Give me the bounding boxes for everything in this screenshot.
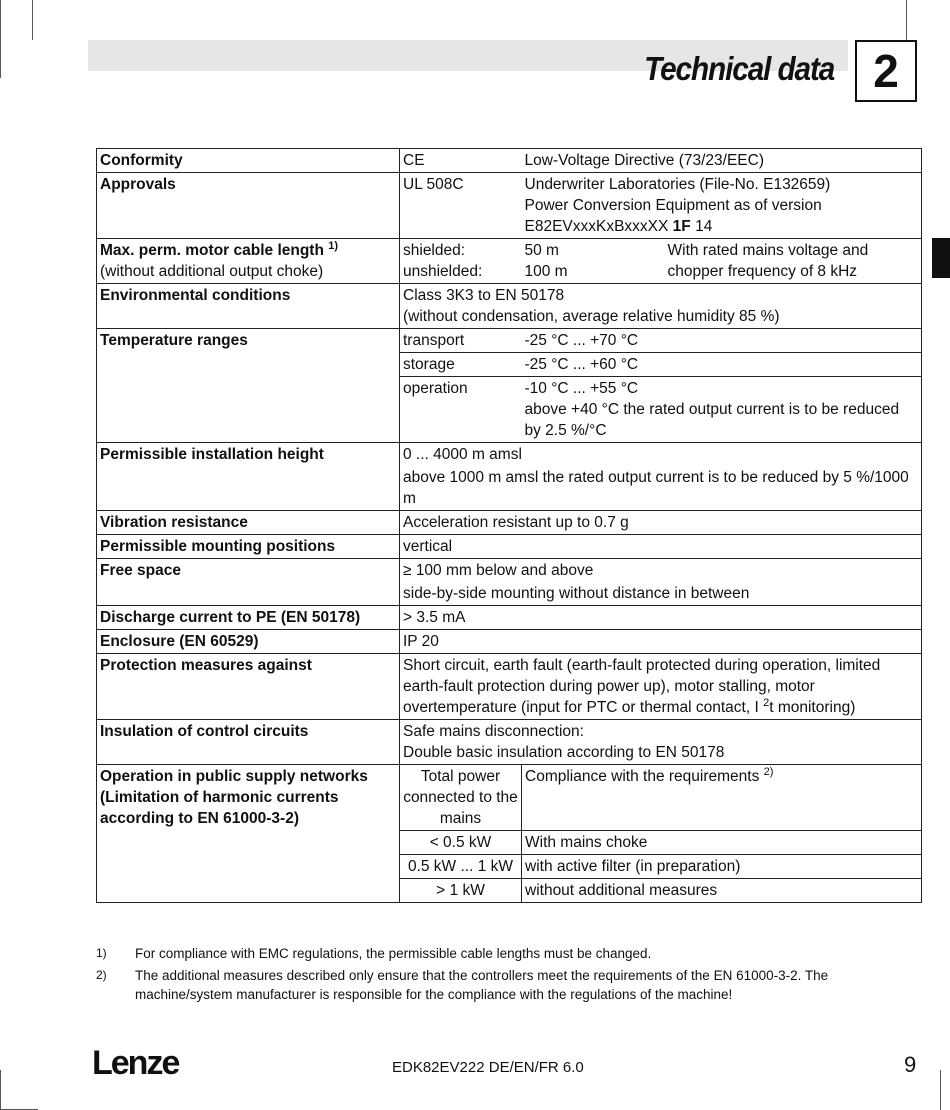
free-space-cell: [400, 559, 922, 606]
power-value: < 0.5 kW: [400, 831, 522, 855]
row-label-cell: [97, 239, 400, 284]
technical-data-table: [96, 148, 922, 903]
temp-value-cell: [522, 377, 922, 443]
environment-line: (without condensation, average relative humidity 85 %): [403, 308, 780, 325]
conformity-code: CE: [400, 149, 522, 173]
approval-line: Power Conversion Equipment as of version: [524, 197, 822, 214]
approval-version: [525, 216, 919, 237]
footnote: [96, 966, 896, 1004]
table-row-discharge: [97, 606, 922, 630]
insulation-line: Double basic insulation according to EN 50178: [403, 744, 725, 761]
row-sublabel: (without additional output choke): [100, 263, 324, 280]
temp-value: -25 °C ... +70 °C: [522, 329, 922, 353]
temp-label: storage: [400, 353, 522, 377]
version-prefix: E82EVxxxKxBxxxXX: [524, 218, 673, 235]
unshielded-value: 100 m: [524, 263, 568, 280]
temp-label: transport: [400, 329, 522, 353]
row-sublabel: (Limitation of harmonic currents according to EN 61000-3-2): [100, 789, 339, 827]
table-row-public-networks-header: [97, 765, 922, 831]
approval-code: UL 508C: [400, 173, 522, 239]
height-line: 0 ... 4000 m amsl: [403, 446, 522, 463]
power-value: 0.5 kW ... 1 kW: [400, 855, 522, 879]
protection-text: Short circuit, earth fault (earth-fault protected during operation, limited earth-fault protection during power up), motor stalling, motor overtemperature (input for PTC or thermal contact, I: [403, 657, 881, 716]
footnote-text: The additional measures described only ensure that the controllers meet the requirements of the EN 61000-3-2. The machine/system manufacturer is responsible for the compliance with the regulations of the machine!: [135, 968, 829, 1002]
approval-details: [522, 173, 922, 239]
temp-label: operation: [400, 377, 522, 443]
temp-value: -25 °C ... +60 °C: [522, 353, 922, 377]
superscript: 2: [763, 696, 770, 709]
row-label: Temperature ranges: [97, 329, 400, 443]
cable-label: Max. perm. motor cable length: [100, 242, 324, 259]
crop-mark: [940, 1070, 941, 1110]
row-label: Enclosure (EN 60529): [97, 630, 400, 654]
chapter-number: 2: [855, 40, 917, 102]
row-label: Free space: [97, 559, 400, 606]
temp-value: -10 °C ... +55 °C: [524, 380, 639, 397]
footnote-number: 2): [96, 968, 107, 982]
measure-value: With mains choke: [522, 831, 922, 855]
page-number: 9: [904, 1052, 917, 1077]
mounting-value: vertical: [400, 535, 922, 559]
compliance-header: [522, 765, 922, 831]
crop-mark: [906, 0, 907, 40]
table-row-environment: [97, 284, 922, 329]
free-space-line: ≥ 100 mm below and above: [403, 562, 594, 579]
power-header: Total power connected to the mains: [400, 765, 522, 831]
cable-value-cell: [522, 239, 665, 284]
temp-note: above +40 °C the rated output current is to be reduced by 2.5 %/°C: [524, 401, 900, 439]
footnote-text: For compliance with EMC regulations, the permissible cable lengths must be changed.: [135, 946, 652, 961]
row-label: Vibration resistance: [97, 511, 400, 535]
approval-line: Underwriter Laboratories (File-No. E132659): [524, 176, 831, 193]
unshielded-label: unshielded:: [403, 263, 483, 280]
conformity-directive: Low-Voltage Directive (73/23/EEC): [522, 149, 922, 173]
crop-mark: [0, 0, 1, 78]
row-label: Permissible installation height: [97, 443, 400, 511]
footnote-ref: 2): [763, 765, 774, 778]
row-label-cell: [97, 765, 400, 903]
shielded-value: 50 m: [524, 242, 559, 259]
row-label: Approvals: [97, 173, 400, 239]
environment-cell: [400, 284, 922, 329]
environment-line: Class 3K3 to EN 50178: [403, 287, 565, 304]
version-suffix: 14: [690, 218, 713, 235]
crop-mark: [0, 1070, 1, 1110]
row-label: [100, 240, 396, 261]
table-row-cable-length: [97, 239, 922, 284]
document-id: EDK82EV222 DE/EN/FR 6.0: [392, 1059, 584, 1076]
table-row-enclosure: [97, 630, 922, 654]
table-row-protection: [97, 654, 922, 720]
protection-value: [400, 654, 922, 720]
cable-type-cell: [400, 239, 522, 284]
table-row-conformity: [97, 149, 922, 173]
free-space-line: side-by-side mounting without distance in between: [403, 585, 750, 602]
height-line: above 1000 m amsl the rated output current is to be reduced by 5 %/1000 m: [403, 469, 909, 507]
table-row-insulation: [97, 720, 922, 765]
table-row-free-space: [97, 559, 922, 606]
lenze-logo: Lenze: [92, 1044, 179, 1082]
crop-mark: [32, 0, 33, 40]
enclosure-value: IP 20: [400, 630, 922, 654]
vibration-value: Acceleration resistant up to 0.7 g: [400, 511, 922, 535]
cable-note: With rated mains voltage and chopper frequency of 8 kHz: [665, 239, 922, 284]
table-row-vibration: [97, 511, 922, 535]
power-value: > 1 kW: [400, 879, 522, 903]
table-row-temperature-transport: [97, 329, 922, 353]
footnote-number: 1): [96, 946, 107, 960]
row-label: Protection measures against: [97, 654, 400, 720]
discharge-value: > 3.5 mA: [400, 606, 922, 630]
row-label: Insulation of control circuits: [97, 720, 400, 765]
measure-value: without additional measures: [522, 879, 922, 903]
row-label: Permissible mounting positions: [97, 535, 400, 559]
footnote: [96, 944, 896, 963]
side-tab-marker: [932, 238, 950, 278]
protection-text-end: t monitoring): [769, 699, 856, 716]
row-label: Discharge current to PE (EN 50178): [97, 606, 400, 630]
insulation-line: Safe mains disconnection:: [403, 723, 584, 740]
row-label: Conformity: [97, 149, 400, 173]
table-row-approvals: [97, 173, 922, 239]
page-title: Technical data: [643, 50, 834, 87]
height-cell: [400, 443, 922, 511]
measure-value: with active filter (in preparation): [522, 855, 922, 879]
row-label: Operation in public supply networks: [100, 768, 368, 785]
version-bold: 1F: [672, 218, 691, 235]
compliance-header-text: Compliance with the requirements: [525, 768, 760, 785]
footnote-ref: 1): [328, 239, 339, 252]
table-row-mounting: [97, 535, 922, 559]
insulation-cell: [400, 720, 922, 765]
footnotes: [96, 944, 896, 1007]
row-label: Environmental conditions: [97, 284, 400, 329]
shielded-label: shielded:: [403, 242, 466, 259]
table-row-installation-height: [97, 443, 922, 511]
